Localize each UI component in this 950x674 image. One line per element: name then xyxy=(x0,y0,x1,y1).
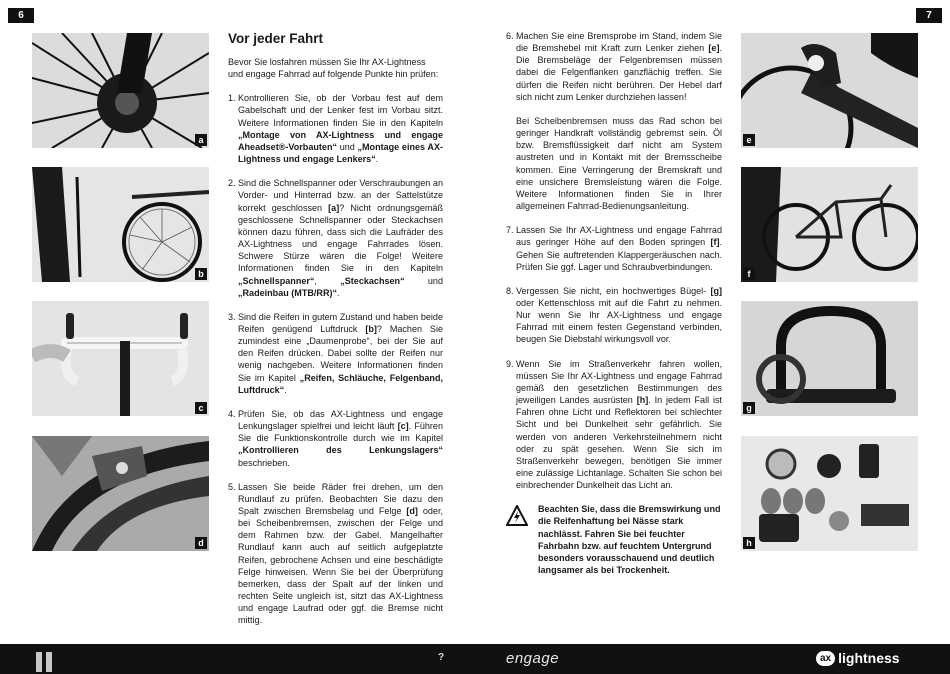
item-number: 9. xyxy=(506,358,514,369)
item-number: 1. xyxy=(228,93,236,104)
checklist-item-6 xyxy=(506,30,722,212)
item-text: Vergessen Sie nicht, ein hochwertiges Bügel- [g] oder Kettenschloss mit auf die Fahrt zu nehmen. Nur wenn Sie Ihr AX-Lightness und engage Fahrrad mit einem festen Gegenstand verbinden, beugen Sie Diebstahl wirkungsvoll vor. xyxy=(516,285,722,345)
photo-label-d: d xyxy=(195,537,207,549)
wheel-hub-illustration xyxy=(32,33,209,148)
photo-label-c: c xyxy=(195,402,207,414)
item-text: Sind die Schnellspanner oder Verschraubungen an Vorder- und Hinterrad bzw. an der Sattelstütze korrekt geschlossen [a]? Nicht ordnungsgemäß geschlossene Schnellspanner oder Steckachsen können dazu führen, dass sich die Laufräder des AX-Lightness und engage Fahrrades lösen. Schwere Stürze wären die Folge! Weitere Informationen finden Sie in den Kapiteln „Schnellspanner“, „Steckachsen“ und „Radeinbau (MTB/RR)“. xyxy=(238,178,443,298)
checklist-item-7 xyxy=(506,224,722,273)
item-text: Prüfen Sie, ob das AX-Lightness und engage Lenkungslager spielfrei und leicht läuft [c]. Führen Sie die Funktionskontrolle durch wie im Kapitel „Kontrollieren des Lenkungslagers“ beschrieben. xyxy=(238,408,443,468)
checklist-item-9 xyxy=(506,358,722,492)
photo-label-g: g xyxy=(743,402,755,414)
footer-bars-icon xyxy=(36,652,56,674)
lightning-warning-icon xyxy=(506,505,528,527)
engage-logo: engage xyxy=(506,650,560,667)
item-number: 7. xyxy=(506,225,514,236)
warning-text: Beachten Sie, dass die Bremswirkung und die Reifenhaftung bei Nässe stark nachlässt. Fahren Sie bei feuchter Fahrbahn bzw. auf feuchtem Untergrund besonders vorausschauend und deutlich langsamer als bei Trockenheit. xyxy=(538,504,721,576)
photo-label-e: e xyxy=(743,134,755,146)
photo-tire-pump xyxy=(32,167,209,282)
handlebar-illustration xyxy=(32,301,209,416)
photo-quick-release xyxy=(32,33,209,148)
checklist-item-8 xyxy=(506,285,722,346)
photo-u-lock xyxy=(741,301,918,416)
brake-caliper-illustration xyxy=(32,436,209,551)
page-number-right: 7 xyxy=(916,8,942,23)
item-text: Lassen Sie Ihr AX-Lightness und engage Fahrrad aus geringer Höhe auf den Boden springen [f]. Gehen Sie auftretenden Klappergeräuschen nach. Prüfen Sie ggf. Lager und Schraubverbindungen. xyxy=(516,225,722,272)
ax-lightness-logo xyxy=(816,650,900,666)
photo-drop-test xyxy=(741,167,918,282)
item-number: 4. xyxy=(228,408,236,419)
photo-handlebar xyxy=(32,301,209,416)
checklist-item-1 xyxy=(228,92,443,165)
checklist-item-3 xyxy=(228,311,443,396)
item-text: Machen Sie eine Bremsprobe im Stand, indem Sie die Bremshebel mit Kraft zum Lenker ziehen [e]. Die Bremsbeläge der Felgenbremsen müssen dabei die Felgenflanken ganzflächig treffen. Sie dürfen die Reifen nicht berühren. Der Hebel darf sich nicht zum Lenker durchziehen lassen! Bei Scheibenbremsen muss das Rad schon bei geringer Handkraft vollständig gebremst sein. Öl bzw. Bremsflüssigkeit darf nicht am System austreten und in Kontakt mit der Bremsscheibe kommen. Eine Verringerung der Bremskraft und eine unsichere Bremsleistung wären die Folge. Weitere Informationen finden Sie in Ihrer allgemeinen Fahrrad-Bedienungsanleitung. xyxy=(516,31,722,212)
right-text-column xyxy=(506,30,722,576)
checklist-item-2 xyxy=(228,177,443,299)
photo-label-b: b xyxy=(195,268,207,280)
photo-brake-gap xyxy=(32,436,209,551)
brake-test-illustration xyxy=(741,33,918,148)
checklist-item-4 xyxy=(228,408,443,469)
lightness-wordmark: lightness xyxy=(838,650,900,666)
item-text: Kontrollieren Sie, ob der Vorbau fest auf dem Gabelschaft und der Lenker fest im Vorbau sitzt. Weitere Informationen finden Sie in den Kapiteln „Montage von AX-Lightness und engage Aheadset®-Vorbauten“ und „Montage eines AX-Lightness und engage Lenkers“. xyxy=(238,93,443,165)
item-text: Lassen Sie beide Räder frei drehen, um den Rundlauf zu prüfen. Beobachten Sie dazu den Spalt zwischen Bremsbelag und Felge [d] oder, bei Scheibenbremsen, zwischen der Felge und dem Rahmen bzw. der Gabel. Mangelhafter Rundlauf kann auch auf seitlich aufgeplatzte Reifen, gebrochene Achsen und eine beschädigte Felge hinweisen. Wenn Sie bei der Überprüfung bemerken, dass der Spalt auf der linken und rechten Seite ungleich ist, sitzt das AX-Lightness und engage Laufrad oder ggf. die Bremse nicht mittig. xyxy=(238,481,443,626)
item-number: 3. xyxy=(228,311,236,322)
photo-label-a: a xyxy=(195,134,207,146)
intro-paragraph: Bevor Sie losfahren müssen Sie Ihr AX-Lightness und engage Fahrrad auf folgende Punkte hin prüfen: xyxy=(228,57,439,80)
bike-pump-illustration xyxy=(32,167,209,282)
checklist-item-5 xyxy=(228,481,443,627)
lights-reflectors-illustration xyxy=(741,436,918,551)
item-number: 6. xyxy=(506,31,514,41)
ax-badge: ax xyxy=(816,651,835,666)
photo-label-f: f xyxy=(743,268,755,280)
photo-brake-test xyxy=(741,33,918,148)
item-text: Wenn Sie im Straßenverkehr fahren wollen, müssen Sie Ihr AX-Lightness und engage Fahrrad gemäß den gesetzlichen Bestimmungen des jeweiligen Landes ausrüsten [h]. In jedem Fall ist Fahren ohne Licht und Reflektoren bei schlechter Sicht und bei Dunkelheit sehr gefährlich. Sie werden von anderen Verkehrsteilnehmern nicht oder zu spät gesehen. Wenn Sie sich im Straßenverkehr bewegen, benötigen Sie immer eine zulässige Lichtanlage. Schalten Sie schon bei einbrechender Dunkelheit das Licht an. xyxy=(516,358,722,491)
bike-drop-illustration xyxy=(741,167,918,282)
photo-label-h: h xyxy=(743,537,755,549)
footer-mark: ? xyxy=(438,652,445,663)
photo-lights-reflectors xyxy=(741,436,918,551)
item-number: 5. xyxy=(228,481,236,492)
warning-box xyxy=(506,503,722,576)
item-number: 8. xyxy=(506,285,514,296)
page-number-left: 6 xyxy=(8,8,34,23)
item-text: Sind die Reifen in gutem Zustand und haben beide Reifen genügend Luftdruck [b]? Machen Sie zumindest eine „Daumenprobe“, bei der Sie auf den Reifen drücken. Dabei sollte der Reifen nur wenig nachgeben. Weitere Informationen finden Sie im Kapitel „Reifen, Schläuche, Felgenband, Luftdruck“. xyxy=(238,311,443,395)
footer-bar xyxy=(0,644,950,674)
section-heading: Vor jeder Fahrt xyxy=(228,31,324,46)
u-lock-illustration xyxy=(741,301,918,416)
item-number: 2. xyxy=(228,178,236,189)
left-text-column xyxy=(228,31,443,639)
